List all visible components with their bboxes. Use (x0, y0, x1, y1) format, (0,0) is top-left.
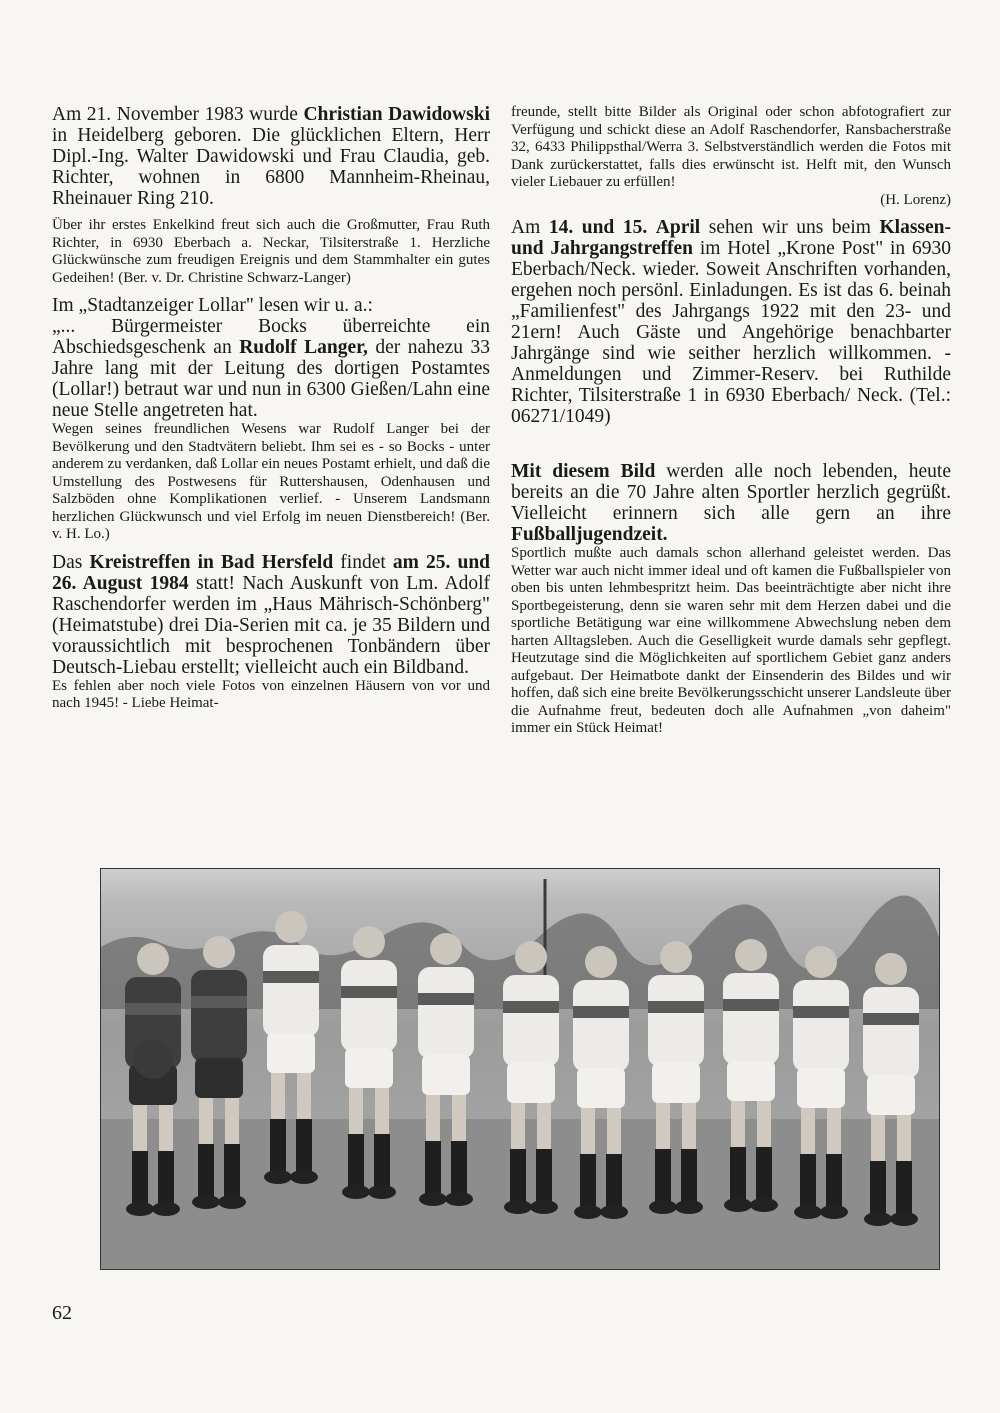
bold-phrase: Kreistreffen in Bad Hersfeld (89, 551, 334, 573)
text-run: findet (333, 551, 393, 573)
text-run: freunde, stellt bitte Bilder als Original oder schon abfotografiert zur Verfügung und schickt diese an Adolf Raschendorfer, Ransbacherstraße 32, 6433 Philippsthal/Werra 3. Selbstverständlich werden die Fotos mit Dank zurückerstattet, falls dies erwünscht ist. Helft mit, den Wunsch vieler Liebauer zu erfüllen! (511, 104, 951, 190)
author-signature: (H. Lorenz) (880, 191, 951, 208)
bold-date: 14. und 15. (548, 217, 648, 238)
photo-description-paragraph: Sportlich mußte auch damals schon allerhand geleistet werden. Das Wetter war auch nicht immer ideal und oft kamen die Fußballspieler von oben bis unten lehmbespritzt heim. Das beeinträchtigte aber nicht ihre Sportbegeisterung, denn sie waren sehr mit dem Herzen dabei und die sportliche Betätigung war eine willkommene Abwechslung neben dem harten Alltagsleben. Auch die Geselligkeit wurde damals sehr gepflegt. Heutzutage sind die Möglichkeiten auf sportlichem Gebiet ganz anders aufgebaut. Der Heimatbote dankt der Einsenderin des Bildes und wir hoffen, daß sich eine breite Bevölkerungsschicht unserer Landsleute über die Aufnahme freut, bedeuten doch alle Aufnahmen „von daheim" immer ein Stück Heimat! (511, 545, 951, 736)
text-run: in Heidelberg geboren. Die glücklichen Eltern, Herr Dipl.-Ing. Walter Dawidowski und Frau Claudia, geb. Richter, wohnen in 6800 Mannheim-Rheinau, Rheinauer Ring 210. (52, 125, 490, 209)
page-number: 62 (52, 1302, 72, 1324)
newspaper-quote (52, 316, 490, 421)
photo-intro-paragraph (511, 461, 951, 545)
birth-announcement (52, 104, 490, 209)
bold-date: am 25. und 26. August 1984 (52, 551, 491, 594)
reunion-paragraph (511, 217, 951, 427)
bold-phrase: Mit diesem Bild (511, 461, 656, 482)
team-photo-illustration (101, 869, 939, 1269)
text-run: werden alle noch lebenden, heute bereits an die 70 Jahre alten Sportler herzlich gegrüßt. Vielleicht erinnern sich alle gern an ihre (511, 461, 951, 524)
right-column (511, 104, 951, 738)
langer-paragraph: Wegen seines freundlichen Wesens war Rudolf Langer bei der Bevölkerung und den Stadtvätern beliebt. Ihm sei es - so Bocks - unter anderem zu verdanken, daß Lollar ein neues Postamt erhielt, und daß die Umstellung des Postwesens für Ruttershausen, Odenhausen und Salzböden ohne Komplikationen verlief. - Unserem Landsmann herzlichen Glückwunsch und viel Erfolg im neuen Dienstbereich! (Ber. v. H. Lo.) (52, 421, 490, 542)
photos-request-paragraph: Es fehlen aber noch viele Fotos von einzelnen Häusern von vor und nach 1945! - Liebe Heimat- (52, 677, 490, 711)
kreistreffen-paragraph (52, 552, 490, 678)
bold-event: Klassen- und Jahrgangstreffen (511, 217, 951, 259)
text-run: „... Bürgermeister Bocks überreichte ein Abschiedsgeschenk an (52, 316, 490, 358)
newspaper-intro: Im „Stadtanzeiger Lollar" lesen wir u. a.: (52, 295, 373, 316)
football (133, 1039, 173, 1079)
grandmother-paragraph: Über ihr erstes Enkelkind freut sich auch die Großmutter, Frau Ruth Richter, in 6930 Eberbach a. Neckar, Tilsiterstraße 1. Herzliche Glückwünsche zum freudigen Ereignis und dem Stammhalter ein gutes Gedeihen! (Ber. v. Dr. Christine Schwarz-Langer) (52, 217, 490, 286)
text-run: der nahezu 33 Jahre lang mit der Leitung des dortigen Postamtes (Lollar!) betraut war und nun in 6300 Gießen/Lahn eine neue Stelle angetreten hat. (52, 337, 490, 421)
football-team-photo (100, 868, 940, 1270)
text-run: Am (511, 217, 549, 238)
text-run: im Hotel „Krone Post" in 6930 Eberbach/Neck. wieder. Soweit Anschriften vorhanden, ergehen noch persönl. Einladungen. Es ist das 6. beinah „Familienfest" des Jahrgangs 1922 mit den 23- und 21ern! Auch Gäste und Angehörige benachbarter Jahrgänge sind wie seither herzlich willkommen. - Anmeldungen und Zimmer-Reserv. bei Ruthilde Richter, Tilsiterstraße 1 in 6930 Eberbach/ Neck. (Tel.: 06271/1049) (511, 238, 951, 427)
text-run (647, 217, 656, 238)
bold-phrase: Fußballjugendzeit. (511, 524, 668, 545)
text-run: Am 21. November 1983 wurde (52, 104, 304, 125)
bold-name: Christian Dawidowski (303, 104, 490, 125)
bold-name: Rudolf Langer, (239, 337, 368, 358)
text-run: Das (52, 551, 90, 573)
text-run: statt! Nach Auskunft von Lm. Adolf Raschendorfer werden im „Haus Mährisch-Schönberg" (Heimatstube) drei Dia-Serien mit ca. je 35 Bildern und voraussichtlich mit besprochenen Tonbändern über Deutsch-Liebau erstellt; vielleicht auch ein Bildband. (52, 572, 491, 678)
text-run: sehen wir uns beim (700, 217, 880, 238)
bold-month: April (655, 217, 701, 238)
left-column (52, 104, 490, 713)
photos-request-continued (511, 104, 951, 209)
